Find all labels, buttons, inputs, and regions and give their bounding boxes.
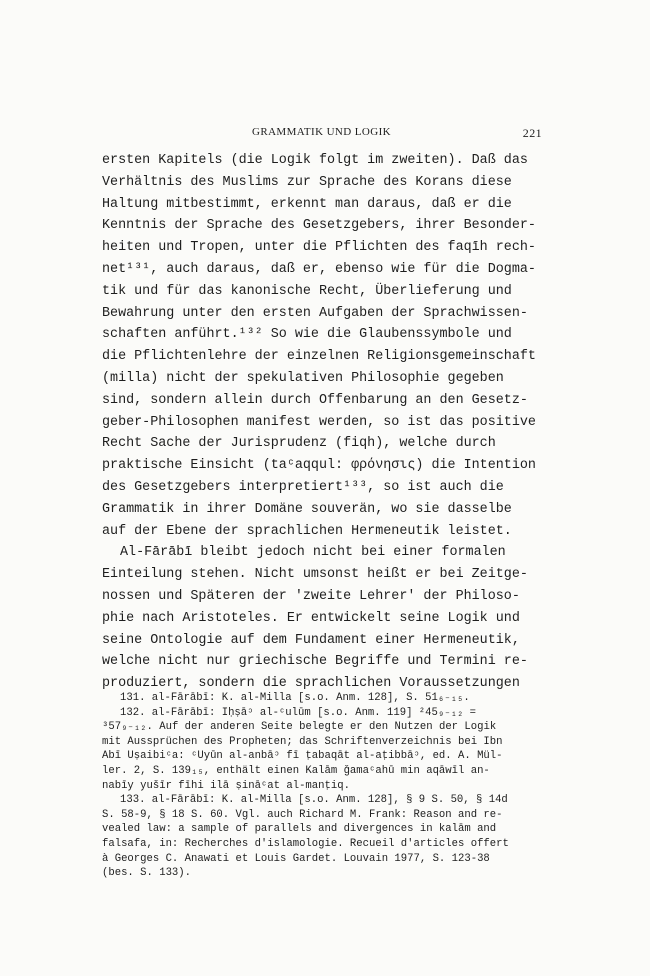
body-line: tik und für das kanonische Recht, Überlieferung und <box>102 283 512 299</box>
body-line: auf der Ebene der sprachlichen Hermeneutik leistet. <box>102 523 512 539</box>
body-line: Recht Sache der Jurisprudenz (fiqh), welche durch <box>102 436 496 452</box>
body-line: seine Ontologie auf dem Fundament einer Hermeneutik, <box>102 632 520 648</box>
running-head <box>102 126 542 142</box>
body-line: schaften anführt.¹³² So wie die Glaubenssymbole und <box>102 327 512 343</box>
paragraph-start-line: Al-Fārābī bleibt jedoch nicht bei einer formalen <box>120 545 506 561</box>
body-line: Kenntnis der Sprache des Gesetzgebers, ihrer Besonder- <box>102 218 536 234</box>
footnotes <box>102 691 552 881</box>
footnote-line: (bes. S. 133). <box>102 867 192 880</box>
footnote-line: mit Aussprüchen des Propheten; das Schriftenverzeichnis bei Ibn <box>102 735 503 748</box>
body-line: Verhältnis des Muslims zur Sprache des Korans diese <box>102 174 512 190</box>
footnote-line: nabīy yušīr fīhi ilā ṣināᶜat al-manṭiq. <box>102 779 350 792</box>
body-line: Einteilung stehen. Nicht umsonst heißt er bei Zeitge- <box>102 567 528 583</box>
footnote-132: 132. al-Fārābī: Iḥṣāᵓ al-ᶜulūm [s.o. Anm. 119] ²45₉₋₁₂ = <box>120 706 477 719</box>
footnote-line: ler. 2, S. 139₁₅, enthält einen Kalām ǧamaᶜahū min aqāwīl an- <box>102 764 490 777</box>
body-line: (milla) nicht der spekulativen Philosophie gegeben <box>102 370 504 386</box>
body-line: nossen und Späteren der 'zweite Lehrer' der Philoso- <box>102 588 520 604</box>
body-text <box>102 150 552 695</box>
page-number: 221 <box>522 126 542 140</box>
body-line: ersten Kapitels (die Logik folgt im zweiten). Daß das <box>102 153 528 168</box>
footnote-line: vealed law: a sample of parallels and divergences in kalām and <box>102 823 497 836</box>
body-line: sind, sondern allein durch Offenbarung an den Gesetz- <box>102 392 528 408</box>
body-line: heiten und Tropen, unter die Pflichten des faqīh rech- <box>102 240 536 256</box>
body-line: net¹³¹, auch daraus, daß er, ebenso wie für die Dogma- <box>102 261 536 277</box>
footnote-line: Abī Uṣaibiᶜa: ᶜUyūn al-anbāᵓ fī ṭabaqāt al-aṭibbāᵓ, ed. A. Mül- <box>102 750 503 763</box>
body-line: welche nicht nur griechische Begriffe und Termini re- <box>102 654 528 670</box>
body-line: produziert, sondern die sprachlichen Voraussetzungen <box>102 676 520 692</box>
footnote-line: S. 58-9, § 18 S. 60. Vgl. auch Richard M. Frank: Reason and re- <box>102 808 503 821</box>
body-line: Grammatik in ihrer Domäne souverän, wo sie dasselbe <box>102 501 512 517</box>
body-line: praktische Einsicht (taᶜaqqul: φρόνησις) die Intention <box>102 458 536 474</box>
running-head-title: GRAMMATIK UND LOGIK <box>252 126 391 138</box>
body-line: geber-Philosophen manifest werden, so ist das positive <box>102 414 536 430</box>
footnote-line: falsafa, in: Recherches d'islamologie. Recueil d'articles offert <box>102 837 509 850</box>
body-line: die Pflichtenlehre der einzelnen Religionsgemeinschaft <box>102 349 536 365</box>
body-line: des Gesetzgebers interpretiert¹³³, so ist auch die <box>102 479 504 495</box>
footnote-133: 133. al-Fārābī: K. al-Milla [s.o. Anm. 128], § 9 S. 50, § 14d <box>120 794 508 807</box>
body-line: phie nach Aristoteles. Er entwickelt seine Logik und <box>102 610 520 626</box>
footnote-131: 131. al-Fārābī: K. al-Milla [s.o. Anm. 128], S. 51₆₋₁₅. <box>120 692 470 704</box>
footnote-line: à Georges C. Anawati et Louis Gardet. Louvain 1977, S. 123-38 <box>102 852 490 865</box>
body-line: Bewahrung unter den ersten Aufgaben der Sprachwissen- <box>102 305 528 321</box>
footnote-line: ³57₉₋₁₂. Auf der anderen Seite belegte er den Nutzen der Logik <box>102 721 497 734</box>
body-line: Haltung mitbestimmt, erkennt man daraus, daß er die <box>102 196 512 212</box>
